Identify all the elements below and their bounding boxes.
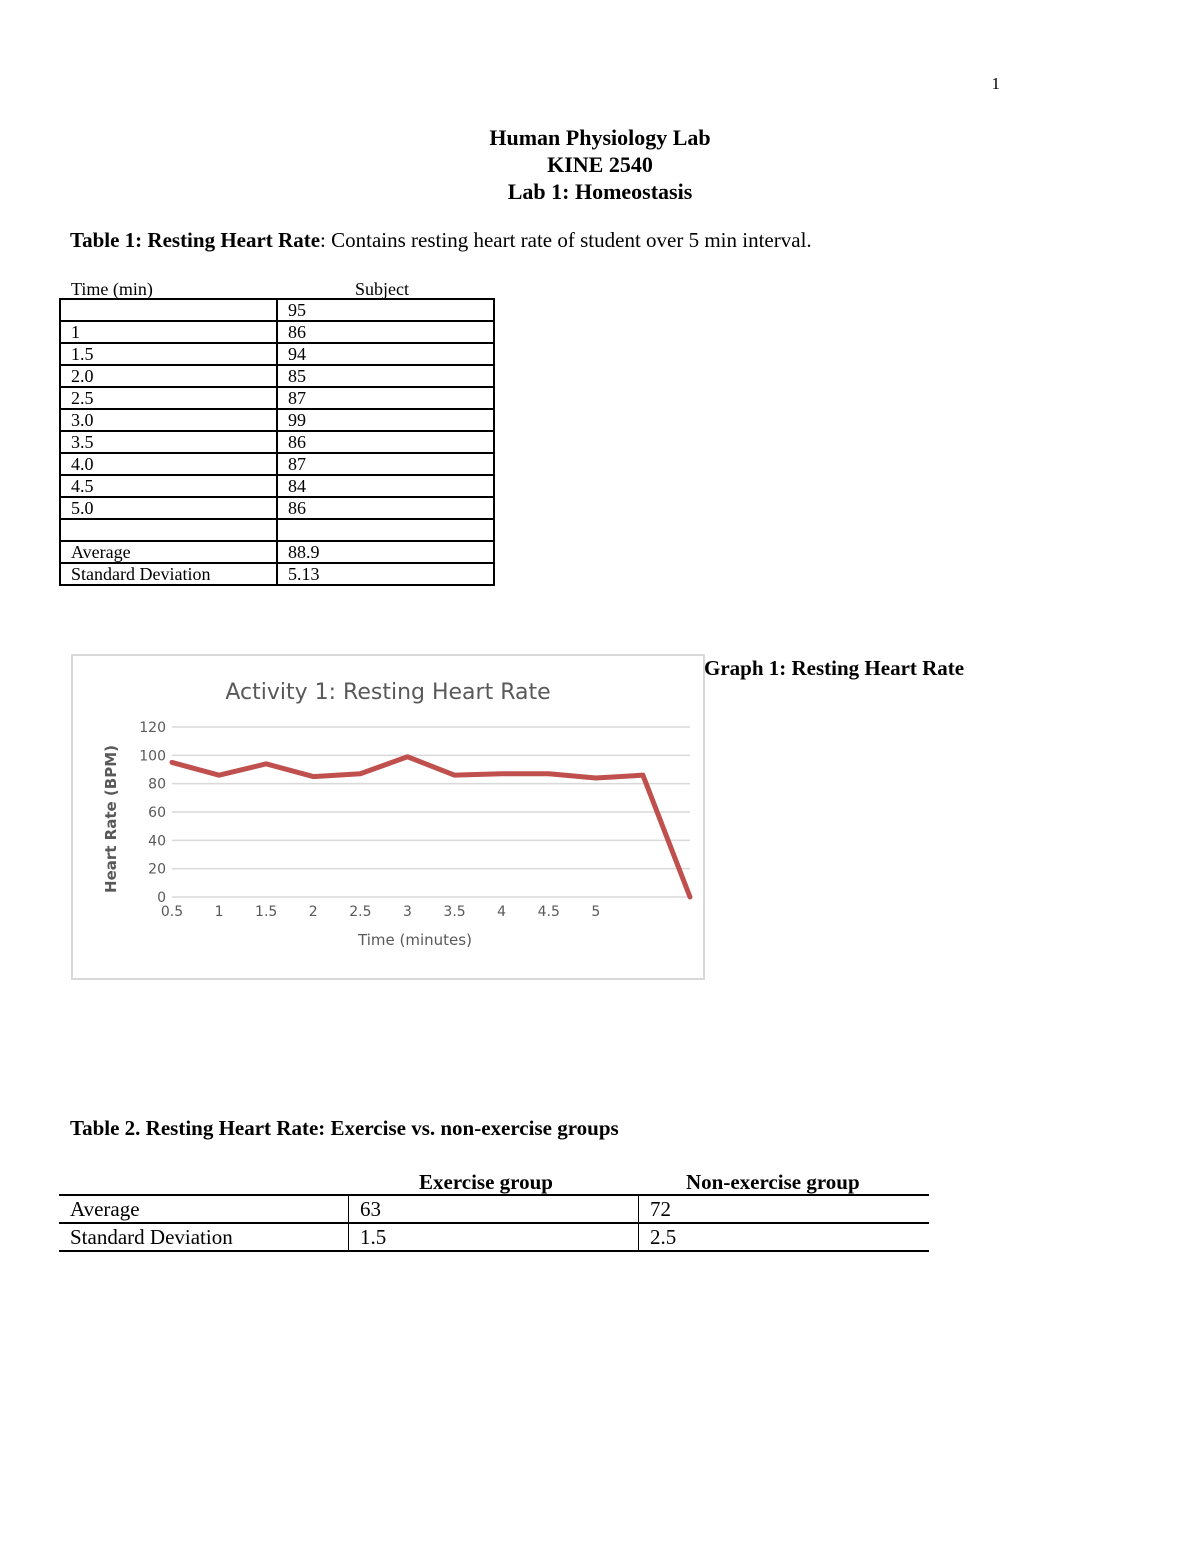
average-value: 88.9	[277, 541, 494, 563]
time-cell: 2.0	[60, 365, 277, 387]
page-number: 1	[991, 74, 1000, 93]
table-row	[60, 299, 494, 321]
value-cell: 86	[277, 497, 494, 519]
exercise-value: 1.5	[349, 1223, 639, 1251]
row-label: Average	[59, 1195, 349, 1223]
graph-caption: Graph 1: Resting Heart Rate	[704, 656, 965, 680]
table2-non-exercise-header: Non-exercise group	[686, 1170, 860, 1194]
table-row	[60, 563, 494, 585]
course-code: KINE 2540	[547, 152, 653, 177]
table-row	[60, 497, 494, 519]
x-tick-label: 4	[497, 904, 507, 920]
chart-y-axis-label: Heart Rate (BPM)	[102, 745, 120, 893]
value-cell: 85	[277, 365, 494, 387]
chart-title: Activity 1: Resting Heart Rate	[225, 680, 551, 705]
value-cell	[277, 519, 494, 541]
time-cell: 2.5	[60, 387, 277, 409]
chart-y-ticks	[139, 720, 166, 906]
time-cell: 3.5	[60, 431, 277, 453]
course-title: Human Physiology Lab	[489, 125, 711, 150]
value-cell: 87	[277, 453, 494, 475]
std-dev-label: Standard Deviation	[60, 563, 277, 585]
x-tick-label: 3	[402, 904, 412, 920]
y-tick-label: 100	[139, 748, 166, 765]
table-row	[60, 519, 494, 541]
resting-heart-rate-chart	[73, 656, 703, 978]
x-tick-label: 1.5	[255, 904, 278, 920]
table2-exercise-header: Exercise group	[419, 1170, 553, 1194]
resting-heart-rate-table	[59, 298, 495, 586]
value-cell: 87	[277, 387, 494, 409]
std-dev-value: 5.13	[277, 563, 494, 585]
chart-gridlines	[172, 727, 690, 897]
x-tick-label: 3.5	[443, 904, 466, 920]
table-row	[60, 431, 494, 453]
x-tick-label: 0.5	[160, 904, 184, 920]
table1-subject-header: Subject	[355, 279, 409, 299]
table1-caption	[70, 228, 812, 253]
value-cell: 86	[277, 431, 494, 453]
value-cell: 99	[277, 409, 494, 431]
y-tick-label: 60	[148, 805, 166, 821]
table1-caption-text: : Contains resting heart rate of student over 5 min interval.	[320, 228, 812, 252]
time-cell	[60, 299, 277, 321]
table2-caption: Table 2. Resting Heart Rate: Exercise vs. non-exercise groups	[70, 1116, 619, 1140]
y-tick-label: 40	[148, 833, 166, 850]
y-tick-label: 120	[139, 720, 166, 736]
average-label: Average	[60, 541, 277, 563]
x-tick-label: 2	[308, 904, 318, 920]
table1-time-header: Time (min)	[71, 279, 153, 299]
exercise-comparison-table	[59, 1194, 929, 1252]
chart-x-axis-label: Time (minutes)	[358, 931, 472, 949]
table-row	[60, 409, 494, 431]
x-tick-label: 2.5	[349, 904, 372, 920]
lab-title: Lab 1: Homeostasis	[507, 179, 693, 204]
time-cell: 4.0	[60, 453, 277, 475]
table-row	[60, 453, 494, 475]
table-row	[60, 475, 494, 497]
time-cell: 4.5	[60, 475, 277, 497]
non-exercise-value: 72	[639, 1195, 930, 1223]
value-cell: 84	[277, 475, 494, 497]
table-row	[60, 541, 494, 563]
table-row	[60, 321, 494, 343]
chart-x-ticks	[161, 904, 600, 920]
y-tick-label: 0	[157, 890, 166, 906]
table-row	[59, 1195, 929, 1223]
y-tick-label: 80	[148, 776, 166, 793]
value-cell: 95	[277, 299, 494, 321]
x-tick-label: 5	[591, 904, 601, 920]
y-tick-label: 20	[148, 861, 166, 878]
x-tick-label: 1	[214, 904, 224, 920]
time-cell	[60, 519, 277, 541]
table-row	[60, 365, 494, 387]
non-exercise-value: 2.5	[639, 1223, 930, 1251]
row-label: Standard Deviation	[59, 1223, 349, 1251]
table-row	[60, 343, 494, 365]
time-cell: 1	[60, 321, 277, 343]
time-cell: 1.5	[60, 343, 277, 365]
x-tick-label: 4.5	[537, 904, 560, 920]
chart-frame	[71, 654, 705, 980]
table-row	[60, 387, 494, 409]
time-cell: 3.0	[60, 409, 277, 431]
chart-series	[172, 757, 690, 897]
value-cell: 94	[277, 343, 494, 365]
value-cell: 86	[277, 321, 494, 343]
exercise-value: 63	[349, 1195, 639, 1223]
table-row	[59, 1223, 929, 1251]
time-cell: 5.0	[60, 497, 277, 519]
heart-rate-series-line	[172, 757, 690, 897]
table1-caption-bold: Table 1: Resting Heart Rate	[70, 228, 321, 252]
